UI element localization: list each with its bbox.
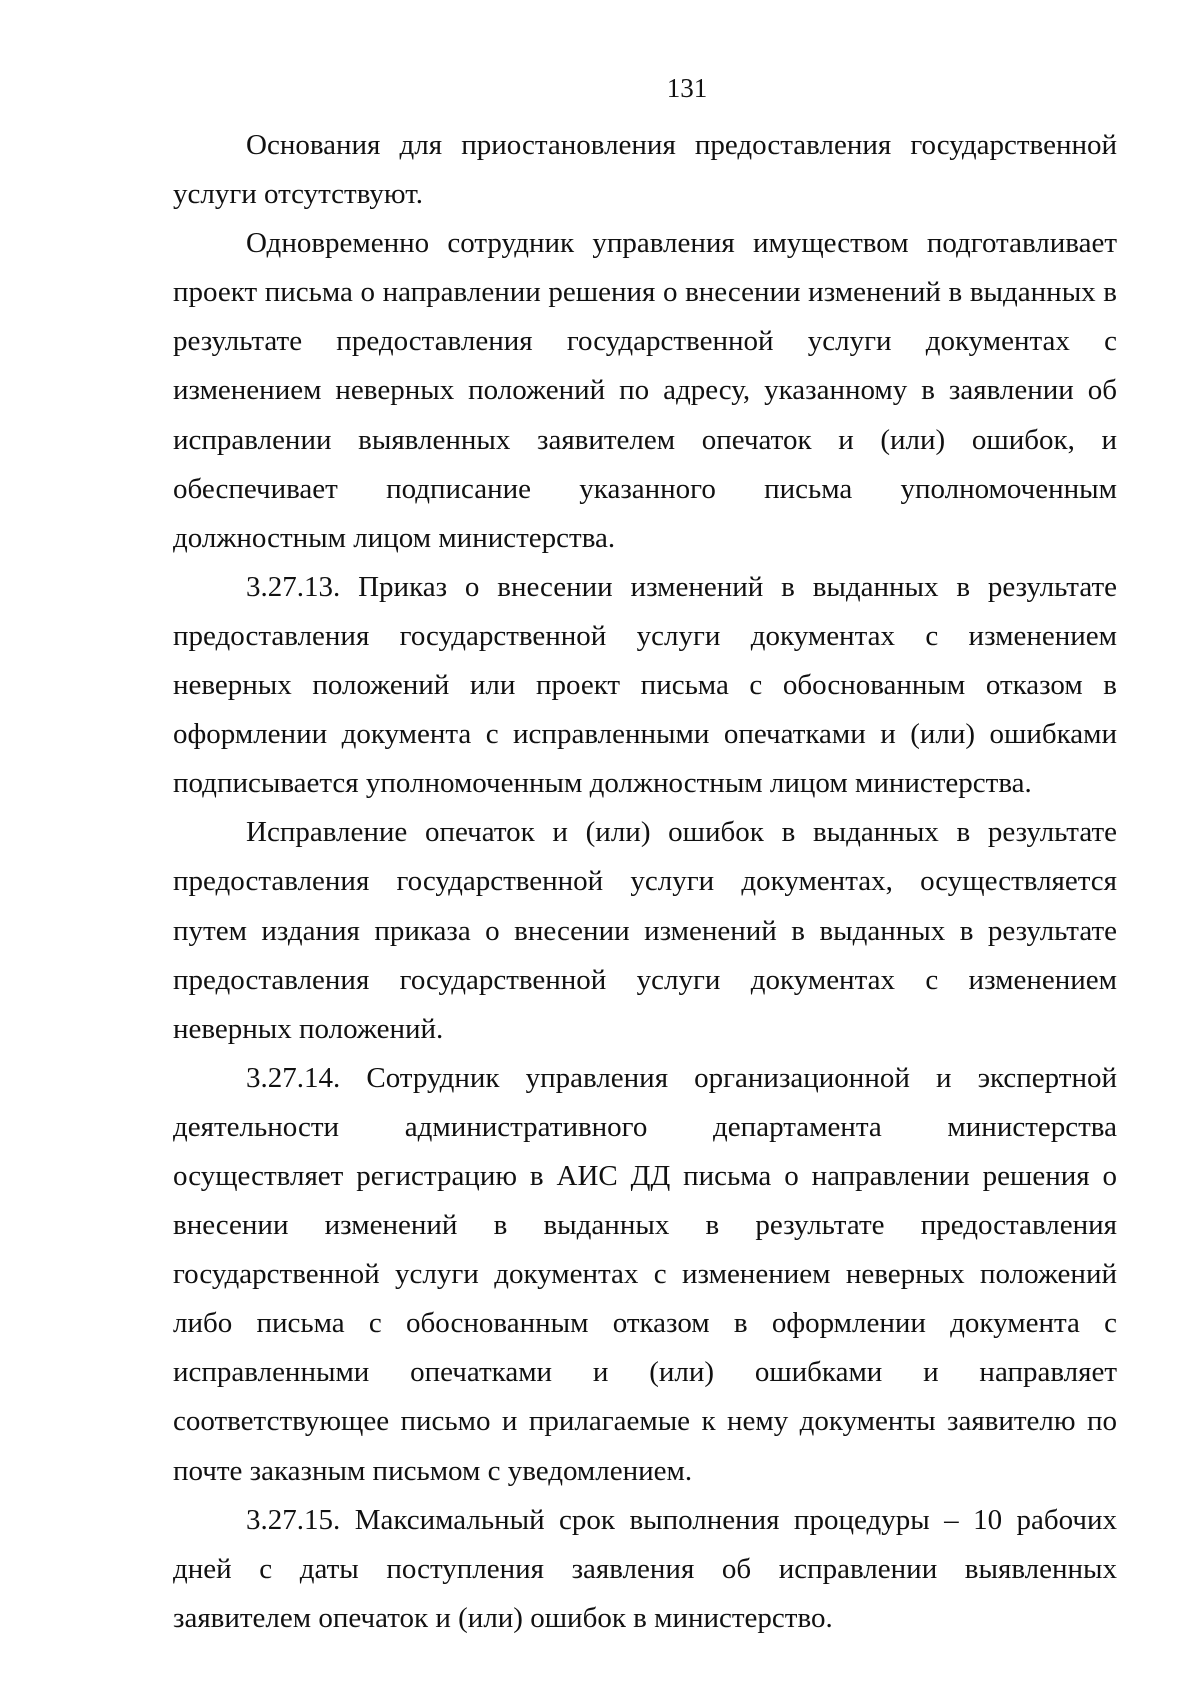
paragraph-3-27-15: 3.27.15. Максимальный срок выполнения процедуры – 10 рабочих дней с даты поступления заявления об исправлении выявленных заявителем опечаток и (или) ошибок в министерство. <box>173 1503 1117 1634</box>
paragraph-suspension-grounds: Основания для приостановления предоставления государственной услуги отсутствуют. <box>173 129 1117 211</box>
document-body <box>173 121 1117 1643</box>
paragraph-3-27-13: 3.27.13. Приказ о внесении изменений в выданных в результате предоставления государственной услуги документах с изменением неверных положений или проект письма с обоснованным отказом в оформлении документа с исправленными опечатками и (или) ошибками подписывается уполномоченным должностным лицом министерства. <box>173 570 1117 800</box>
paragraph-correction-order: Исправление опечаток и (или) ошибок в выданных в результате предоставления государственной услуги документах, осуществляется путем издания приказа о внесении изменений в выданных в результате предоставления государственной услуги документах с изменением неверных положений. <box>173 816 1117 1045</box>
paragraph-3-27-14: 3.27.14. Сотрудник управления организационной и экспертной деятельности административного департамента министерства осуществляет регистрацию в АИС ДД письма о направлении решения о внесении изменений в выданных в результате предоставления государственной услуги документах с изменением неверных положений либо письма с обоснованным отказом в оформлении документа с исправленными опечатками и (или) ошибками и направляет соответствующее письмо и прилагаемые к нему документы заявителю по почте заказным письмом с уведомлением. <box>173 1061 1117 1487</box>
paragraph-letter-preparation: Одновременно сотрудник управления имуществом подготавливает проект письма о направлении решения о внесении изменений в выданных в результате предоставления государственной услуги документах с изменением неверных положений по адресу, указанному в заявлении об исправлении выявленных заявителем опечаток и (или) ошибок, и обеспечивает подписание указанного письма уполномоченным должностным лицом министерства. <box>173 227 1117 554</box>
page-number: 131 <box>666 73 708 103</box>
